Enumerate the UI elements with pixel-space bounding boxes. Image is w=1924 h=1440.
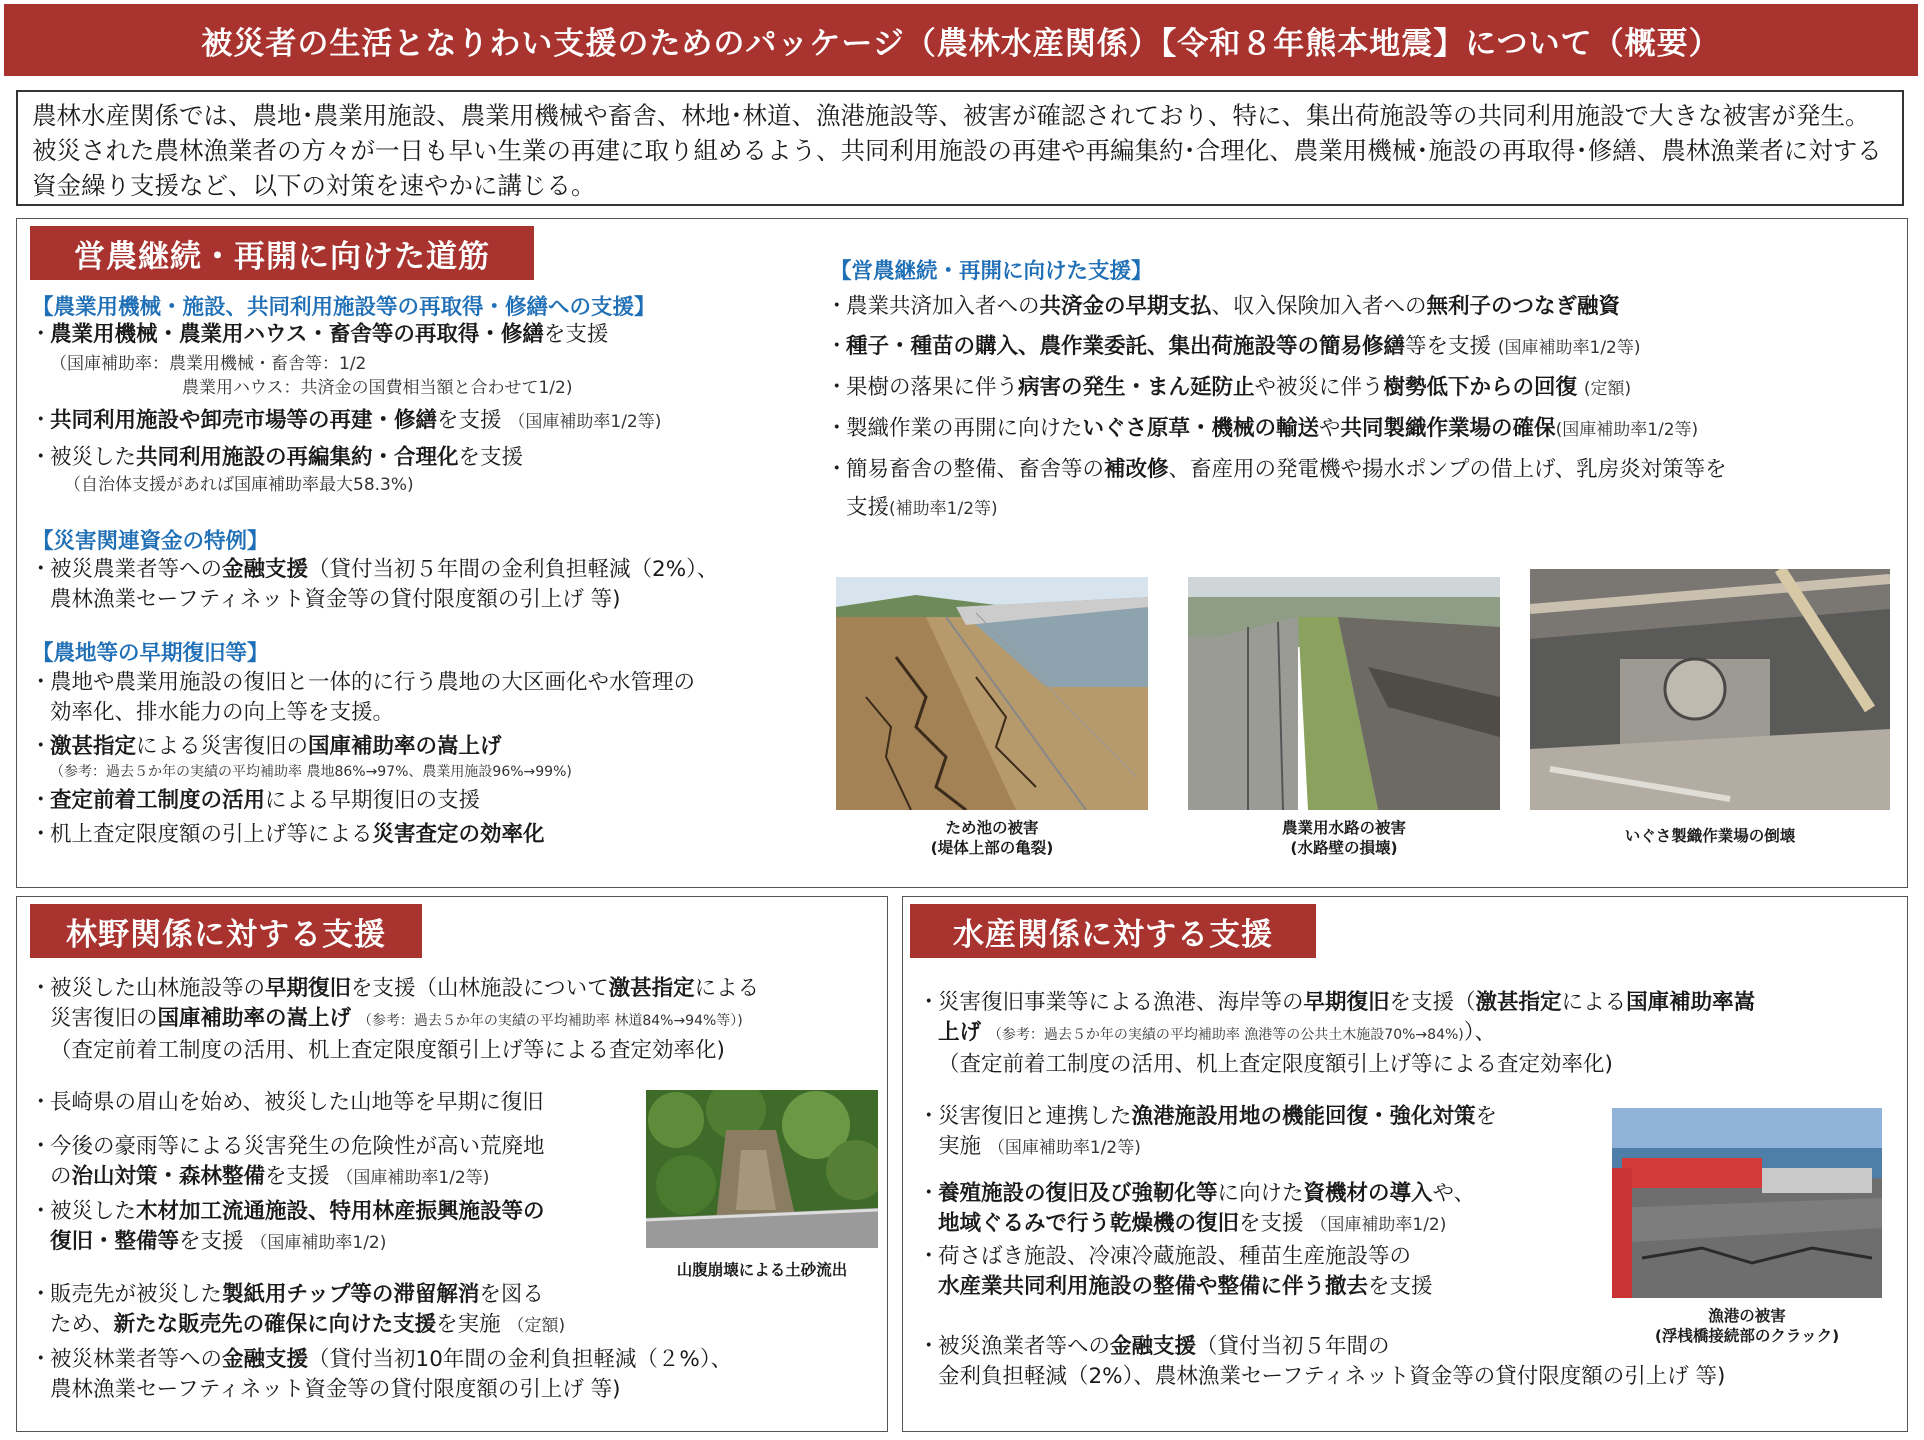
reservoir-damage-photo xyxy=(836,577,1148,810)
text: （貸付当初５年間の金利負担軽減（2%）、 xyxy=(308,557,719,582)
note: （自治体支援があれば国庫補助率最大58.3%) xyxy=(64,475,414,495)
text: 製織作業の再開に向けた xyxy=(846,416,1083,441)
note: （参考：過去５か年の実績の平均補助率 漁港等の公共土木施設70%→84%) xyxy=(987,1027,1464,1043)
bold-text: 早期復旧 xyxy=(1303,990,1390,1015)
bold-text: 国庫補助率の嵩上げ xyxy=(157,1006,352,1031)
text: による早期復旧の支援 xyxy=(265,788,481,813)
bold-text: 早期復旧 xyxy=(265,976,352,1001)
note: （国庫補助率1/2) xyxy=(1310,1215,1447,1235)
bold-text: 上げ xyxy=(938,1020,982,1045)
text: 金利負担軽減（2%）、農林漁業セーフティネット資金等の貸付限度額の引上げ 等) xyxy=(938,1364,1726,1389)
photo-caption: ため池の被害 (堤体上部の亀裂) xyxy=(930,819,1054,857)
fish-list-mid xyxy=(920,1102,1620,1302)
list-item xyxy=(828,414,1898,445)
note: （国庫補助率1/2等) xyxy=(508,412,662,432)
bold-text: 災害査定の効率化 xyxy=(372,822,545,847)
note: （国庫補助率1/2等) xyxy=(987,1138,1141,1158)
bold-text: 金融支援 xyxy=(1110,1334,1197,1359)
bold-text: 共同利用施設や卸売市場等の再建・修繕 xyxy=(50,408,438,433)
list-item: ・ 災害復旧と連携した漁港施設用地の機能回復・強化対策を 実施 （国庫補助率1/2等) xyxy=(920,1102,1620,1163)
text: 農林漁業セーフティネット資金等の貸付限度額の引上げ 等) xyxy=(50,1377,621,1402)
list-item xyxy=(32,974,882,1066)
list-item xyxy=(828,455,1898,524)
bold-text: 共済金の早期支払 xyxy=(1039,294,1212,319)
note: （国庫補助率：農業用機械・畜舎等：1/2 xyxy=(50,354,367,374)
bold-text: 養殖施設の復旧及び強靭化等 xyxy=(938,1181,1218,1206)
text: を支援 xyxy=(543,322,609,347)
list-item: ・ 荷さばき施設、冷凍冷蔵施設、種苗生産施設等の 水産業共同利用施設の整備や整備に伴う撤去を支援 xyxy=(920,1242,1620,1302)
text: 等を支援 xyxy=(1405,334,1492,359)
fish-heading: 水産関係に対する支援 xyxy=(910,904,1316,958)
canal-damage-photo xyxy=(1188,577,1500,810)
text: や被災に伴う xyxy=(1254,375,1384,400)
resume-list xyxy=(828,292,1898,524)
bold-text: 共同利用施設の再編集約・合理化 xyxy=(136,445,459,470)
list-item xyxy=(32,320,812,400)
list-item xyxy=(32,820,822,850)
bold-text: 金融支援 xyxy=(222,557,309,582)
text: による災害復旧の xyxy=(136,734,309,759)
fishing-port-damage-photo xyxy=(1612,1108,1882,1298)
bold-text: 激甚指定 xyxy=(50,734,137,759)
note: 農業用ハウス：共済金の国費相当額と合わせて1/2) xyxy=(182,378,573,398)
text: （査定前着工制度の活用、机上査定限度額引上げ等による査定効率化) xyxy=(938,1052,1613,1077)
forest-list-mid xyxy=(32,1088,652,1262)
list-item: ・ 災害復旧事業等による漁港、海岸等の早期復旧を支援（激甚指定による国庫補助率嵩 上げ （参考：過去５か年の実績の平均補助率 漁港等の公共土木施設70%→84%)）、 （査定前着工制度の活用、机上査定限度額引上げ等による査定効率化) xyxy=(920,988,1900,1080)
bold-text: 漁港施設用地の機能回復・強化対策 xyxy=(1131,1104,1476,1129)
text: （査定前着工制度の活用、机上査定限度額引上げ等による査定効率化) xyxy=(50,1038,725,1063)
list-item xyxy=(828,373,1898,404)
bold-text: 激甚指定 xyxy=(1475,990,1562,1015)
text: を支援 xyxy=(437,408,502,433)
text: 災害復旧の xyxy=(50,1006,158,1031)
page-title: 被災者の生活となりわい支援のためのパッケージ（農林水産関係）【令和８年熊本地震】について（概要） xyxy=(4,4,1918,76)
list-item xyxy=(32,1088,652,1118)
list-item xyxy=(828,292,1898,322)
bold-text: 資機材の導入 xyxy=(1303,1181,1433,1206)
resume-subheading: 【営農継続・再開に向けた支援】 xyxy=(830,259,1153,284)
note: （国庫補助率1/2) xyxy=(250,1233,387,1253)
text: 支援 xyxy=(846,495,890,520)
list-item xyxy=(32,555,822,615)
text: 農地や農業用施設の復旧と一体的に行う農地の大区画化や水管理の xyxy=(50,670,696,695)
photo-caption: 農業用水路の被害 (水路壁の損壊) xyxy=(1281,819,1406,857)
list-item: ・ 被災した木材加工流通施設、特用林産振興施設等の 復旧・整備等を支援 （国庫補助率1/2) xyxy=(32,1197,652,1258)
list-item xyxy=(32,786,822,816)
list-item xyxy=(32,732,822,782)
text: を支援 xyxy=(458,445,524,470)
bold-text: 無利子のつなぎ融資 xyxy=(1426,294,1621,319)
text: 机上査定限度額の引上げ等による xyxy=(50,822,373,847)
text: を支援（山林施設について xyxy=(351,976,609,1001)
text: 、収入保険加入者への xyxy=(1211,294,1427,319)
bold-text: 種子・種苗の購入、農作業委託、集出荷施設等の簡易修繕 xyxy=(846,334,1406,359)
text: や xyxy=(1319,416,1341,441)
photo-caption: 漁港の被害 (浮桟橋接続部のクラック) xyxy=(1654,1307,1840,1345)
photo-caption: 山腹崩壊による土砂流出 xyxy=(676,1261,848,1279)
note: (定額) xyxy=(1583,379,1632,399)
bold-text: 木材加工流通施設、特用林産振興施設等の xyxy=(136,1199,545,1224)
text: による xyxy=(694,976,760,1001)
list-item: ・ 被災漁業者等への金融支援（貸付当初５年間の 金利負担軽減（2%）、農林漁業セーフティネット資金等の貸付限度額の引上げ 等) xyxy=(920,1332,1900,1392)
bold-text: 金融支援 xyxy=(222,1347,309,1372)
fish-list-top xyxy=(920,988,1900,1080)
note: (国庫補助率1/2等) xyxy=(1497,338,1641,358)
list-item: ・ 養殖施設の復旧及び強靭化等に向けた資機材の導入や、 地域ぐるみで行う乾燥機の復旧を支援 （国庫補助率1/2) xyxy=(920,1179,1620,1240)
finance-subheading: 【災害関連資金の特例】 xyxy=(32,529,269,554)
text: 被災した xyxy=(50,445,137,470)
note: (国庫補助率1/2等) xyxy=(1555,420,1699,440)
list-item: ・ 被災林業者等への金融支援（貸付当初10年間の金利負担軽減（２%）、 農林漁業セーフティネット資金等の貸付限度額の引上げ 等) xyxy=(32,1345,882,1405)
bold-text: 治山対策・森林整備 xyxy=(71,1164,266,1189)
recovery-subheading: 【農地等の早期復旧等】 xyxy=(32,641,269,666)
list-item xyxy=(32,668,822,728)
bold-text: 製紙用チップ等の滞留解消 xyxy=(222,1282,480,1307)
bold-text: 補改修 xyxy=(1104,457,1169,482)
bold-text: 共同製織作業場の確保 xyxy=(1340,416,1556,441)
bold-text: 樹勢低下からの回復 xyxy=(1383,375,1578,400)
bold-text: 激甚指定 xyxy=(608,976,695,1001)
bold-text: 復旧・整備等 xyxy=(50,1229,180,1254)
note: （国庫補助率1/2等) xyxy=(336,1168,490,1188)
bold-text: 病害の発生・まん延防止 xyxy=(1018,375,1255,400)
list-item xyxy=(828,332,1898,363)
text: 果樹の落果に伴う xyxy=(846,375,1019,400)
machinery-subheading: 【農業用機械・施設、共同利用施設等の再取得・修繕への支援】 xyxy=(32,295,656,320)
text: 被災農業者等への xyxy=(50,557,223,582)
text: 農林漁業セーフティネット資金等の貸付限度額の引上げ 等) xyxy=(50,587,621,612)
note: （参考：過去５か年の実績の平均補助率 林道84%→94%等）) xyxy=(357,1013,743,1029)
machinery-list xyxy=(32,320,812,497)
forest-list-bottom xyxy=(32,1280,882,1405)
note: （参考：過去５か年の実績の平均補助率 農地86%→97%、農業用施設96%→99%) xyxy=(50,764,572,780)
finance-list xyxy=(32,555,822,615)
list-item: ・ 販売先が被災した製紙用チップ等の滞留解消を図る ため、新たな販売先の確保に向けた支援を実施 （定額) xyxy=(32,1280,882,1341)
landslide-photo xyxy=(646,1090,878,1248)
intro-text: 農林水産関係では、農地･農業用施設、農業用機械や畜舎、林地･林道、漁港施設等、被害が確認されており、特に、集出荷施設等の共同利用施設で大きな被害が発生。被災された農林漁業者の方々が一日も早い生業の再建に取り組めるよう、共同利用施設の再建や再編集約･合理化、農業用機械･施設の再取得･修繕、農林漁業者に対する資金繰り支援など、以下の対策を速やかに講じる。 xyxy=(16,90,1904,206)
bold-text: 国庫補助率嵩 xyxy=(1626,990,1756,1015)
bold-text: 査定前着工制度の活用 xyxy=(50,788,266,813)
bold-text: 水産業共同利用施設の整備や整備に伴う撤去 xyxy=(938,1274,1369,1299)
list-item: ・ 今後の豪雨等による災害発生の危険性が高い荒廃地 の治山対策・森林整備を支援 （国庫補助率1/2等) xyxy=(32,1132,652,1193)
forest-heading: 林野関係に対する支援 xyxy=(30,904,422,958)
text: 今後の豪雨等による災害発生の危険性が高い荒廃地 xyxy=(50,1134,545,1159)
note: (補助率1/2等) xyxy=(889,499,998,519)
text: 長崎県の眉山を始め、被災した山地等を早期に復旧 xyxy=(50,1090,544,1115)
text: 簡易畜舎の整備、畜舎等の xyxy=(846,457,1105,482)
bold-text: いぐさ原草・機械の輸送 xyxy=(1082,416,1320,441)
bold-text: 国庫補助率の嵩上げ xyxy=(308,734,502,759)
text: 農業共済加入者への xyxy=(846,294,1040,319)
note: （定額) xyxy=(507,1316,566,1336)
list-item xyxy=(32,443,812,497)
bold-text: 農業用機械・農業用ハウス・畜舎等の再取得・修繕 xyxy=(50,322,544,347)
recovery-list xyxy=(32,668,822,850)
text: 被災した山林施設等の xyxy=(50,976,266,1001)
photo-caption: いぐさ製織作業場の倒壊 xyxy=(1624,827,1796,845)
bold-text: 新たな販売先の確保に向けた支援 xyxy=(113,1312,437,1337)
list-item xyxy=(32,406,812,437)
forest-list-top xyxy=(32,974,882,1066)
text: 、畜産用の発電機や揚水ポンプの借上げ、乳房炎対策等を xyxy=(1168,457,1727,482)
agri-heading: 営農継続・再開に向けた道筋 xyxy=(30,226,534,280)
bold-text: 地域ぐるみで行う乾燥機の復旧 xyxy=(938,1211,1240,1236)
text: 効率化、排水能力の向上等を支援。 xyxy=(50,700,395,725)
igusa-weaving-collapse-photo xyxy=(1530,569,1890,810)
